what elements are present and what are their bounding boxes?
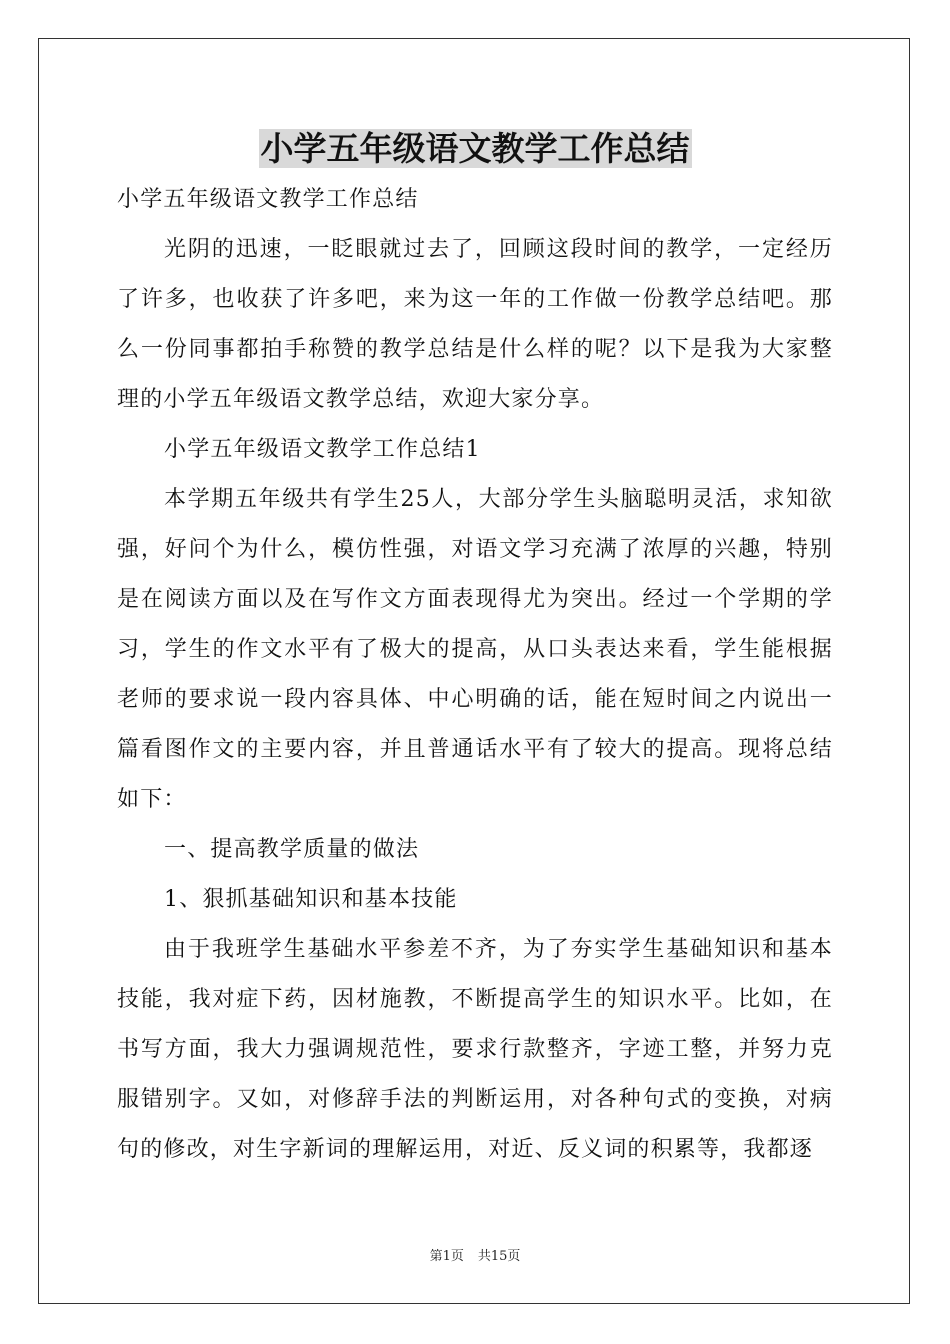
subheading-basics: 1、狠抓基础知识和基本技能 — [164, 887, 458, 912]
page-total: 共15页 — [477, 1249, 521, 1264]
document-body — [117, 175, 833, 1175]
paragraph-intro: 光阴的迅速，一眨眼就过去了，回顾这段时间的教学，一定经历了许多，也收获了许多吧，来为这一年的工作做一份教学总结吧。那么一份同事都拍手称赞的教学总结是什么样的呢？以下是我为大家整理的小学五年级语文教学总结，欢迎大家分享。 — [117, 237, 833, 412]
document-title-text: 小学五年级语文教学工作总结 — [260, 129, 690, 168]
subheading-methods: 一、提高教学质量的做法 — [164, 837, 420, 862]
paragraph-class-overview: 本学期五年级共有学生25人，大部分学生头脑聪明灵活，求知欲强，好问个为什么，模仿性强，对语文学习充满了浓厚的兴趣，特别是在阅读方面以及在写作文方面表现得尤为突出。经过一个学期的学习，学生的作文水平有了极大的提高，从口头表达来看，学生能根据老师的要求说一段内容具体、中心明确的话，能在短时间之内说出一篇看图作文的主要内容，并且普通话水平有了较大的提高。现将总结如下： — [117, 487, 833, 812]
section-heading-1: 小学五年级语文教学工作总结1 — [164, 437, 481, 462]
document-subtitle: 小学五年级语文教学工作总结 — [117, 187, 419, 212]
page-footer — [0, 1247, 950, 1267]
page-number: 第1页 — [429, 1249, 464, 1264]
paragraph-basics: 由于我班学生基础水平参差不齐，为了夯实学生基础知识和基本技能，我对症下药，因材施教，不断提高学生的知识水平。比如，在书写方面，我大力强调规范性，要求行款整齐，字迹工整，并努力克服错别字。又如，对修辞手法的判断运用，对各种句式的变换，对病句的修改，对生字新词的理解运用，对近、反义词的积累等，我都逐 — [117, 937, 833, 1162]
document-title — [0, 124, 950, 174]
